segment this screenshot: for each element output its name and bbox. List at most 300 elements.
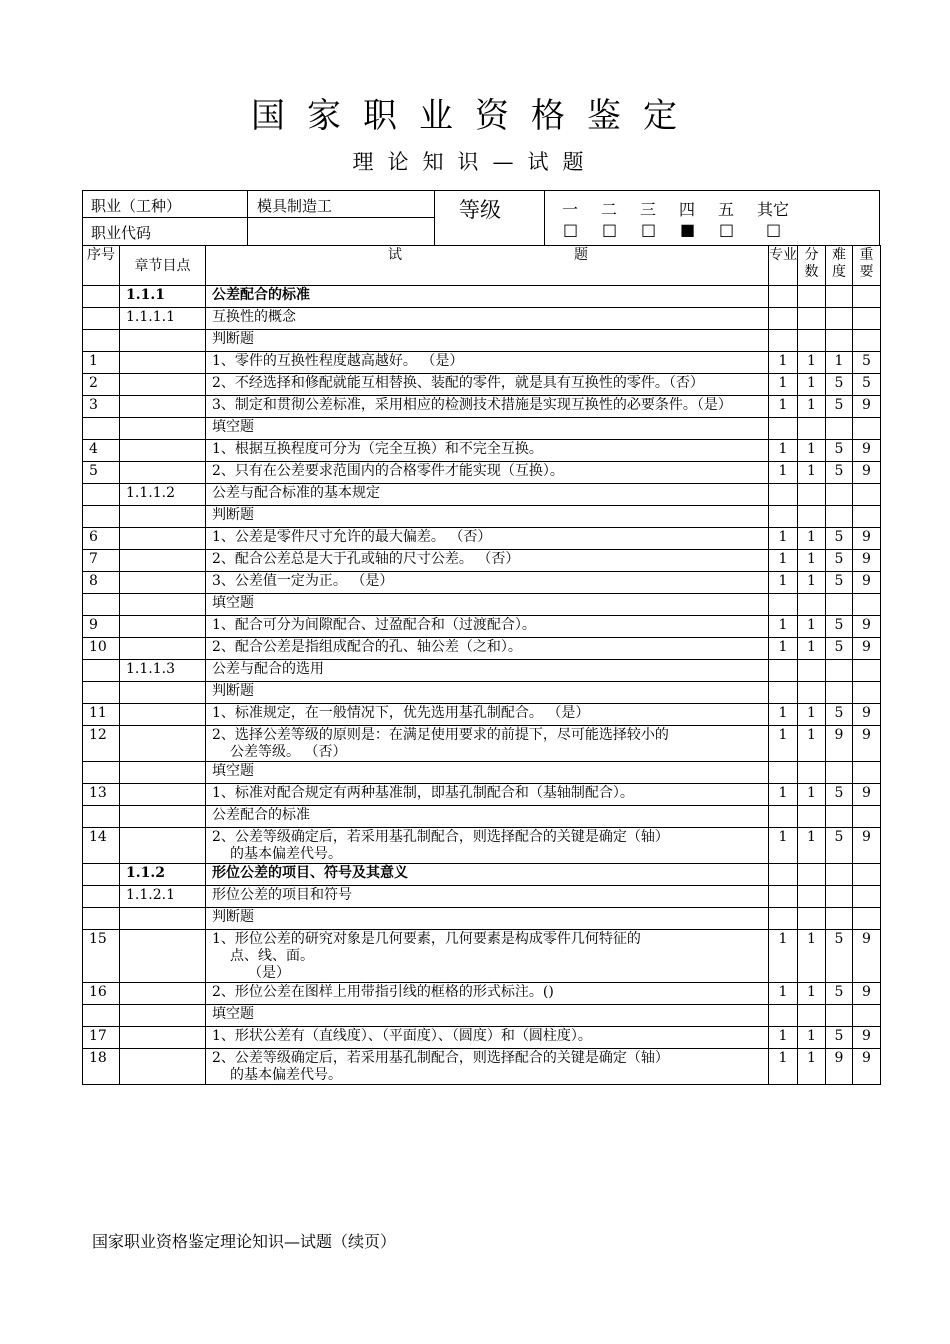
table-row — [83, 462, 881, 484]
table-row — [83, 828, 881, 864]
row-chapter — [120, 1005, 206, 1027]
grade-other: 其它 — [757, 200, 790, 219]
question-text: 公差与配合的选用 — [212, 661, 324, 677]
occupation-value: 模具制造工 — [257, 197, 333, 215]
row-score: 1 — [798, 396, 826, 418]
grade-2-checkbox-icon[interactable]: □ — [602, 220, 618, 239]
question-text: 判断题 — [212, 909, 254, 925]
row-question — [206, 704, 769, 726]
row-difficulty: 9 — [826, 1049, 853, 1085]
row-major: 1 — [769, 462, 798, 484]
row-importance — [853, 864, 881, 886]
row-importance: 9 — [853, 616, 881, 638]
row-score: 1 — [798, 572, 826, 594]
row-difficulty — [826, 330, 853, 352]
row-question — [206, 1027, 769, 1049]
row-chapter: 1.1.1 — [120, 286, 206, 308]
row-major — [769, 594, 798, 616]
row-major: 1 — [769, 726, 798, 762]
row-question — [206, 440, 769, 462]
row-major: 1 — [769, 1027, 798, 1049]
row-seq — [83, 330, 120, 352]
row-difficulty: 9 — [826, 726, 853, 762]
row-score — [798, 1005, 826, 1027]
row-importance — [853, 908, 881, 930]
row-score — [798, 418, 826, 440]
row-seq: 16 — [83, 983, 120, 1005]
row-score — [798, 908, 826, 930]
question-text: 2、配合公差是指组成配合的孔、轴公差（之和）。 — [212, 639, 522, 655]
row-chapter — [120, 616, 206, 638]
question-text: 公差配合的标准 — [212, 807, 310, 823]
row-question — [206, 806, 769, 828]
question-text: 2、配合公差总是大于孔或轴的尺寸公差。 （否） — [212, 551, 520, 567]
col-chapter: 章节目点 — [120, 246, 206, 286]
row-difficulty — [826, 286, 853, 308]
row-major: 1 — [769, 704, 798, 726]
question-table — [82, 245, 881, 1085]
row-difficulty — [826, 418, 853, 440]
question-text: 填空题 — [212, 1006, 254, 1022]
row-seq — [83, 1005, 120, 1027]
row-question — [206, 1005, 769, 1027]
row-difficulty — [826, 864, 853, 886]
row-chapter — [120, 462, 206, 484]
row-difficulty: 5 — [826, 462, 853, 484]
table-row — [83, 506, 881, 528]
row-major: 1 — [769, 572, 798, 594]
table-row — [83, 704, 881, 726]
row-question — [206, 594, 769, 616]
row-seq — [83, 418, 120, 440]
row-question — [206, 550, 769, 572]
row-score: 1 — [798, 528, 826, 550]
row-seq — [83, 286, 120, 308]
row-importance — [853, 806, 881, 828]
table-row — [83, 1027, 881, 1049]
table-row — [83, 352, 881, 374]
row-score: 1 — [798, 352, 826, 374]
row-seq: 5 — [83, 462, 120, 484]
row-importance — [853, 418, 881, 440]
row-score: 1 — [798, 828, 826, 864]
row-seq: 13 — [83, 784, 120, 806]
table-row — [83, 396, 881, 418]
row-chapter — [120, 930, 206, 983]
row-major — [769, 886, 798, 908]
row-difficulty: 5 — [826, 572, 853, 594]
row-question — [206, 726, 769, 762]
col-importance: 重要 — [853, 246, 881, 286]
row-seq — [83, 308, 120, 330]
row-importance: 5 — [853, 352, 881, 374]
row-importance — [853, 682, 881, 704]
row-seq: 18 — [83, 1049, 120, 1085]
question-text: 2、只有在公差要求范围内的合格零件才能实现（互换）。 — [212, 463, 564, 479]
row-importance: 9 — [853, 784, 881, 806]
col-difficulty: 难度 — [826, 246, 853, 286]
row-major: 1 — [769, 784, 798, 806]
row-seq: 14 — [83, 828, 120, 864]
row-major — [769, 762, 798, 784]
question-text-continued: 公差等级。 （否） — [230, 744, 347, 760]
row-difficulty — [826, 308, 853, 330]
row-chapter — [120, 682, 206, 704]
row-major: 1 — [769, 352, 798, 374]
row-question — [206, 616, 769, 638]
row-score — [798, 762, 826, 784]
code-label: 职业代码 — [91, 224, 152, 242]
row-chapter — [120, 352, 206, 374]
row-seq — [83, 886, 120, 908]
row-major — [769, 330, 798, 352]
table-row — [83, 484, 881, 506]
row-difficulty: 5 — [826, 704, 853, 726]
question-text: 填空题 — [212, 595, 254, 611]
row-difficulty — [826, 886, 853, 908]
row-difficulty: 5 — [826, 1027, 853, 1049]
row-score: 1 — [798, 704, 826, 726]
row-importance: 9 — [853, 1049, 881, 1085]
question-text: 互换性的概念 — [212, 309, 296, 325]
question-text: 填空题 — [212, 419, 254, 435]
row-chapter — [120, 1027, 206, 1049]
table-row — [83, 594, 881, 616]
row-difficulty: 5 — [826, 638, 853, 660]
row-chapter — [120, 396, 206, 418]
row-seq: 8 — [83, 572, 120, 594]
question-text: 3、制定和贯彻公差标准，采用相应的检测技术措施是实现互换性的必要条件。（是） — [212, 397, 732, 413]
question-text: 3、公差值一定为正。 （是） — [212, 573, 394, 589]
row-question — [206, 908, 769, 930]
row-chapter — [120, 550, 206, 572]
row-importance: 9 — [853, 462, 881, 484]
grade-options — [562, 197, 817, 220]
row-chapter — [120, 330, 206, 352]
question-answer: （是） — [248, 965, 290, 981]
table-row — [83, 1049, 881, 1085]
row-major: 1 — [769, 550, 798, 572]
question-text: 2、不经选择和修配就能互相替换、装配的零件，就是具有互换性的零件。（否） — [212, 375, 704, 391]
table-row — [83, 864, 881, 886]
row-chapter — [120, 418, 206, 440]
row-seq: 12 — [83, 726, 120, 762]
table-header-row — [83, 246, 881, 286]
grade-other-checkbox-icon[interactable]: □ — [766, 220, 782, 239]
table-row — [83, 572, 881, 594]
row-chapter: 1.1.1.3 — [120, 660, 206, 682]
table-row — [83, 528, 881, 550]
row-seq: 1 — [83, 352, 120, 374]
row-difficulty: 5 — [826, 528, 853, 550]
question-text: 公差配合的标准 — [212, 287, 310, 303]
row-difficulty — [826, 660, 853, 682]
table-row — [83, 930, 881, 983]
row-chapter — [120, 374, 206, 396]
row-question — [206, 462, 769, 484]
row-seq — [83, 806, 120, 828]
row-seq — [83, 762, 120, 784]
grade-4-checkbox-icon[interactable]: ■ — [680, 220, 696, 239]
col-seq: 序号 — [83, 246, 120, 286]
row-major — [769, 418, 798, 440]
row-question — [206, 762, 769, 784]
question-text: 2、公差等级确定后，若采用基孔制配合，则选择配合的关键是确定（轴） — [212, 829, 669, 845]
row-question — [206, 396, 769, 418]
row-major — [769, 308, 798, 330]
row-difficulty — [826, 506, 853, 528]
row-major: 1 — [769, 396, 798, 418]
row-importance — [853, 1005, 881, 1027]
row-question — [206, 682, 769, 704]
row-importance: 9 — [853, 572, 881, 594]
row-seq: 4 — [83, 440, 120, 462]
row-question — [206, 374, 769, 396]
row-importance: 9 — [853, 726, 881, 762]
exam-header — [82, 190, 880, 246]
row-difficulty — [826, 484, 853, 506]
row-chapter — [120, 983, 206, 1005]
row-score: 1 — [798, 638, 826, 660]
row-importance: 9 — [853, 440, 881, 462]
table-row — [83, 806, 881, 828]
question-text: 填空题 — [212, 763, 254, 779]
row-chapter — [120, 908, 206, 930]
table-row — [83, 374, 881, 396]
row-score — [798, 682, 826, 704]
row-importance — [853, 594, 881, 616]
table-row — [83, 660, 881, 682]
row-seq: 3 — [83, 396, 120, 418]
row-difficulty: 5 — [826, 440, 853, 462]
grade-3: 三 — [640, 200, 657, 219]
row-major: 1 — [769, 828, 798, 864]
row-question — [206, 864, 769, 886]
row-major: 1 — [769, 930, 798, 983]
question-text: 形位公差的项目和符号 — [212, 887, 352, 903]
row-major — [769, 864, 798, 886]
row-score: 1 — [798, 983, 826, 1005]
row-major: 1 — [769, 616, 798, 638]
row-difficulty — [826, 1005, 853, 1027]
row-question — [206, 983, 769, 1005]
row-score: 1 — [798, 726, 826, 762]
question-text: 2、形位公差在图样上用带指引线的框格的形式标注。() — [212, 984, 554, 1000]
row-question — [206, 352, 769, 374]
row-major: 1 — [769, 1049, 798, 1085]
question-text: 判断题 — [212, 683, 254, 699]
row-importance — [853, 286, 881, 308]
row-seq: 15 — [83, 930, 120, 983]
row-question — [206, 572, 769, 594]
row-major: 1 — [769, 638, 798, 660]
row-seq — [83, 864, 120, 886]
page-title: 国家职业资格鉴定 — [251, 96, 699, 136]
row-chapter — [120, 806, 206, 828]
row-score: 1 — [798, 550, 826, 572]
row-chapter — [120, 440, 206, 462]
table-row — [83, 726, 881, 762]
row-difficulty — [826, 806, 853, 828]
row-chapter: 1.1.2.1 — [120, 886, 206, 908]
grade-3-checkbox-icon[interactable]: □ — [641, 220, 657, 239]
row-score: 1 — [798, 616, 826, 638]
row-question — [206, 930, 769, 983]
question-text: 1、配合可分为间隙配合、过盈配合和（过渡配合）。 — [212, 617, 536, 633]
question-text: 1、形状公差有（直线度）、（平面度）、（圆度）和（圆柱度）。 — [212, 1028, 592, 1044]
row-seq: 17 — [83, 1027, 120, 1049]
grade-5-checkbox-icon[interactable]: □ — [719, 220, 735, 239]
row-seq: 9 — [83, 616, 120, 638]
row-major — [769, 682, 798, 704]
row-major — [769, 660, 798, 682]
table-row — [83, 418, 881, 440]
row-chapter — [120, 1049, 206, 1085]
table-row — [83, 1005, 881, 1027]
question-text-continued: 点、线、面。 — [230, 948, 314, 964]
row-difficulty: 5 — [826, 930, 853, 983]
table-row — [83, 908, 881, 930]
table-row — [83, 983, 881, 1005]
footer-continuation: 国家职业资格鉴定理论知识—试题（续页） — [92, 1232, 397, 1251]
row-score: 1 — [798, 462, 826, 484]
row-score — [798, 330, 826, 352]
grade-5: 五 — [718, 200, 735, 219]
row-difficulty — [826, 682, 853, 704]
row-chapter — [120, 572, 206, 594]
row-seq — [83, 484, 120, 506]
col-score: 分数 — [798, 246, 826, 286]
row-chapter — [120, 762, 206, 784]
row-importance: 9 — [853, 396, 881, 418]
row-chapter: 1.1.1.2 — [120, 484, 206, 506]
row-score — [798, 308, 826, 330]
question-text: 判断题 — [212, 331, 254, 347]
table-row — [83, 308, 881, 330]
row-chapter: 1.1.1.1 — [120, 308, 206, 330]
row-importance — [853, 660, 881, 682]
row-question — [206, 784, 769, 806]
row-difficulty: 5 — [826, 784, 853, 806]
row-difficulty: 5 — [826, 616, 853, 638]
row-major: 1 — [769, 440, 798, 462]
row-score — [798, 286, 826, 308]
row-seq — [83, 660, 120, 682]
row-seq: 6 — [83, 528, 120, 550]
question-text: 2、选择公差等级的原则是：在满足使用要求的前提下，尽可能选择较小的 — [212, 727, 669, 743]
grade-2: 二 — [601, 200, 618, 219]
table-row — [83, 638, 881, 660]
row-major: 1 — [769, 983, 798, 1005]
row-seq: 10 — [83, 638, 120, 660]
row-chapter — [120, 726, 206, 762]
row-question — [206, 330, 769, 352]
row-chapter — [120, 704, 206, 726]
row-difficulty — [826, 594, 853, 616]
question-text: 1、公差是零件尺寸允许的最大偏差。 （否） — [212, 529, 492, 545]
question-text: 1、标准规定，在一般情况下，优先选用基孔制配合。 （是） — [212, 705, 590, 721]
row-major — [769, 506, 798, 528]
row-question — [206, 638, 769, 660]
grade-label: 等级 — [459, 198, 501, 222]
row-score — [798, 806, 826, 828]
question-text: 判断题 — [212, 507, 254, 523]
row-importance: 5 — [853, 374, 881, 396]
row-question — [206, 1049, 769, 1085]
grade-1-checkbox-icon[interactable]: □ — [563, 220, 579, 239]
row-importance: 9 — [853, 1027, 881, 1049]
row-score — [798, 506, 826, 528]
table-row — [83, 886, 881, 908]
question-text: 1、形位公差的研究对象是几何要素，几何要素是构成零件几何特征的 — [212, 931, 641, 947]
question-text-continued: 的基本偏差代号。 — [230, 846, 342, 862]
row-difficulty: 1 — [826, 352, 853, 374]
row-score: 1 — [798, 1027, 826, 1049]
row-difficulty: 5 — [826, 396, 853, 418]
row-score — [798, 886, 826, 908]
row-importance — [853, 484, 881, 506]
row-importance: 9 — [853, 930, 881, 983]
row-difficulty: 5 — [826, 983, 853, 1005]
row-seq — [83, 682, 120, 704]
row-score: 1 — [798, 784, 826, 806]
table-row — [83, 286, 881, 308]
grade-1: 一 — [562, 200, 579, 219]
row-score — [798, 660, 826, 682]
row-importance — [853, 308, 881, 330]
row-importance: 9 — [853, 704, 881, 726]
row-importance — [853, 886, 881, 908]
table-row — [83, 440, 881, 462]
row-question — [206, 828, 769, 864]
row-chapter — [120, 506, 206, 528]
grade-checkboxes — [563, 220, 805, 239]
row-difficulty — [826, 908, 853, 930]
table-row — [83, 762, 881, 784]
row-score: 1 — [798, 1049, 826, 1085]
table-row — [83, 784, 881, 806]
row-question — [206, 308, 769, 330]
row-seq — [83, 594, 120, 616]
row-major — [769, 484, 798, 506]
question-text: 1、根据互换程度可分为（完全互换）和不完全互换。 — [212, 441, 543, 457]
row-seq — [83, 908, 120, 930]
question-text-continued: 的基本偏差代号。 — [230, 1067, 342, 1083]
row-score — [798, 594, 826, 616]
col-major: 专业 — [769, 246, 798, 286]
row-seq: 11 — [83, 704, 120, 726]
row-chapter — [120, 594, 206, 616]
row-importance — [853, 330, 881, 352]
row-importance: 9 — [853, 828, 881, 864]
row-score — [798, 864, 826, 886]
row-chapter — [120, 828, 206, 864]
row-importance — [853, 762, 881, 784]
question-text: 公差与配合标准的基本规定 — [212, 485, 380, 501]
row-major: 1 — [769, 374, 798, 396]
row-seq: 7 — [83, 550, 120, 572]
row-chapter — [120, 784, 206, 806]
row-major: 1 — [769, 528, 798, 550]
row-question — [206, 660, 769, 682]
row-difficulty: 5 — [826, 374, 853, 396]
row-score — [798, 484, 826, 506]
row-chapter — [120, 528, 206, 550]
row-difficulty — [826, 762, 853, 784]
row-chapter: 1.1.2 — [120, 864, 206, 886]
col-question: 试 题 — [206, 246, 769, 286]
grade-4: 四 — [679, 200, 696, 219]
